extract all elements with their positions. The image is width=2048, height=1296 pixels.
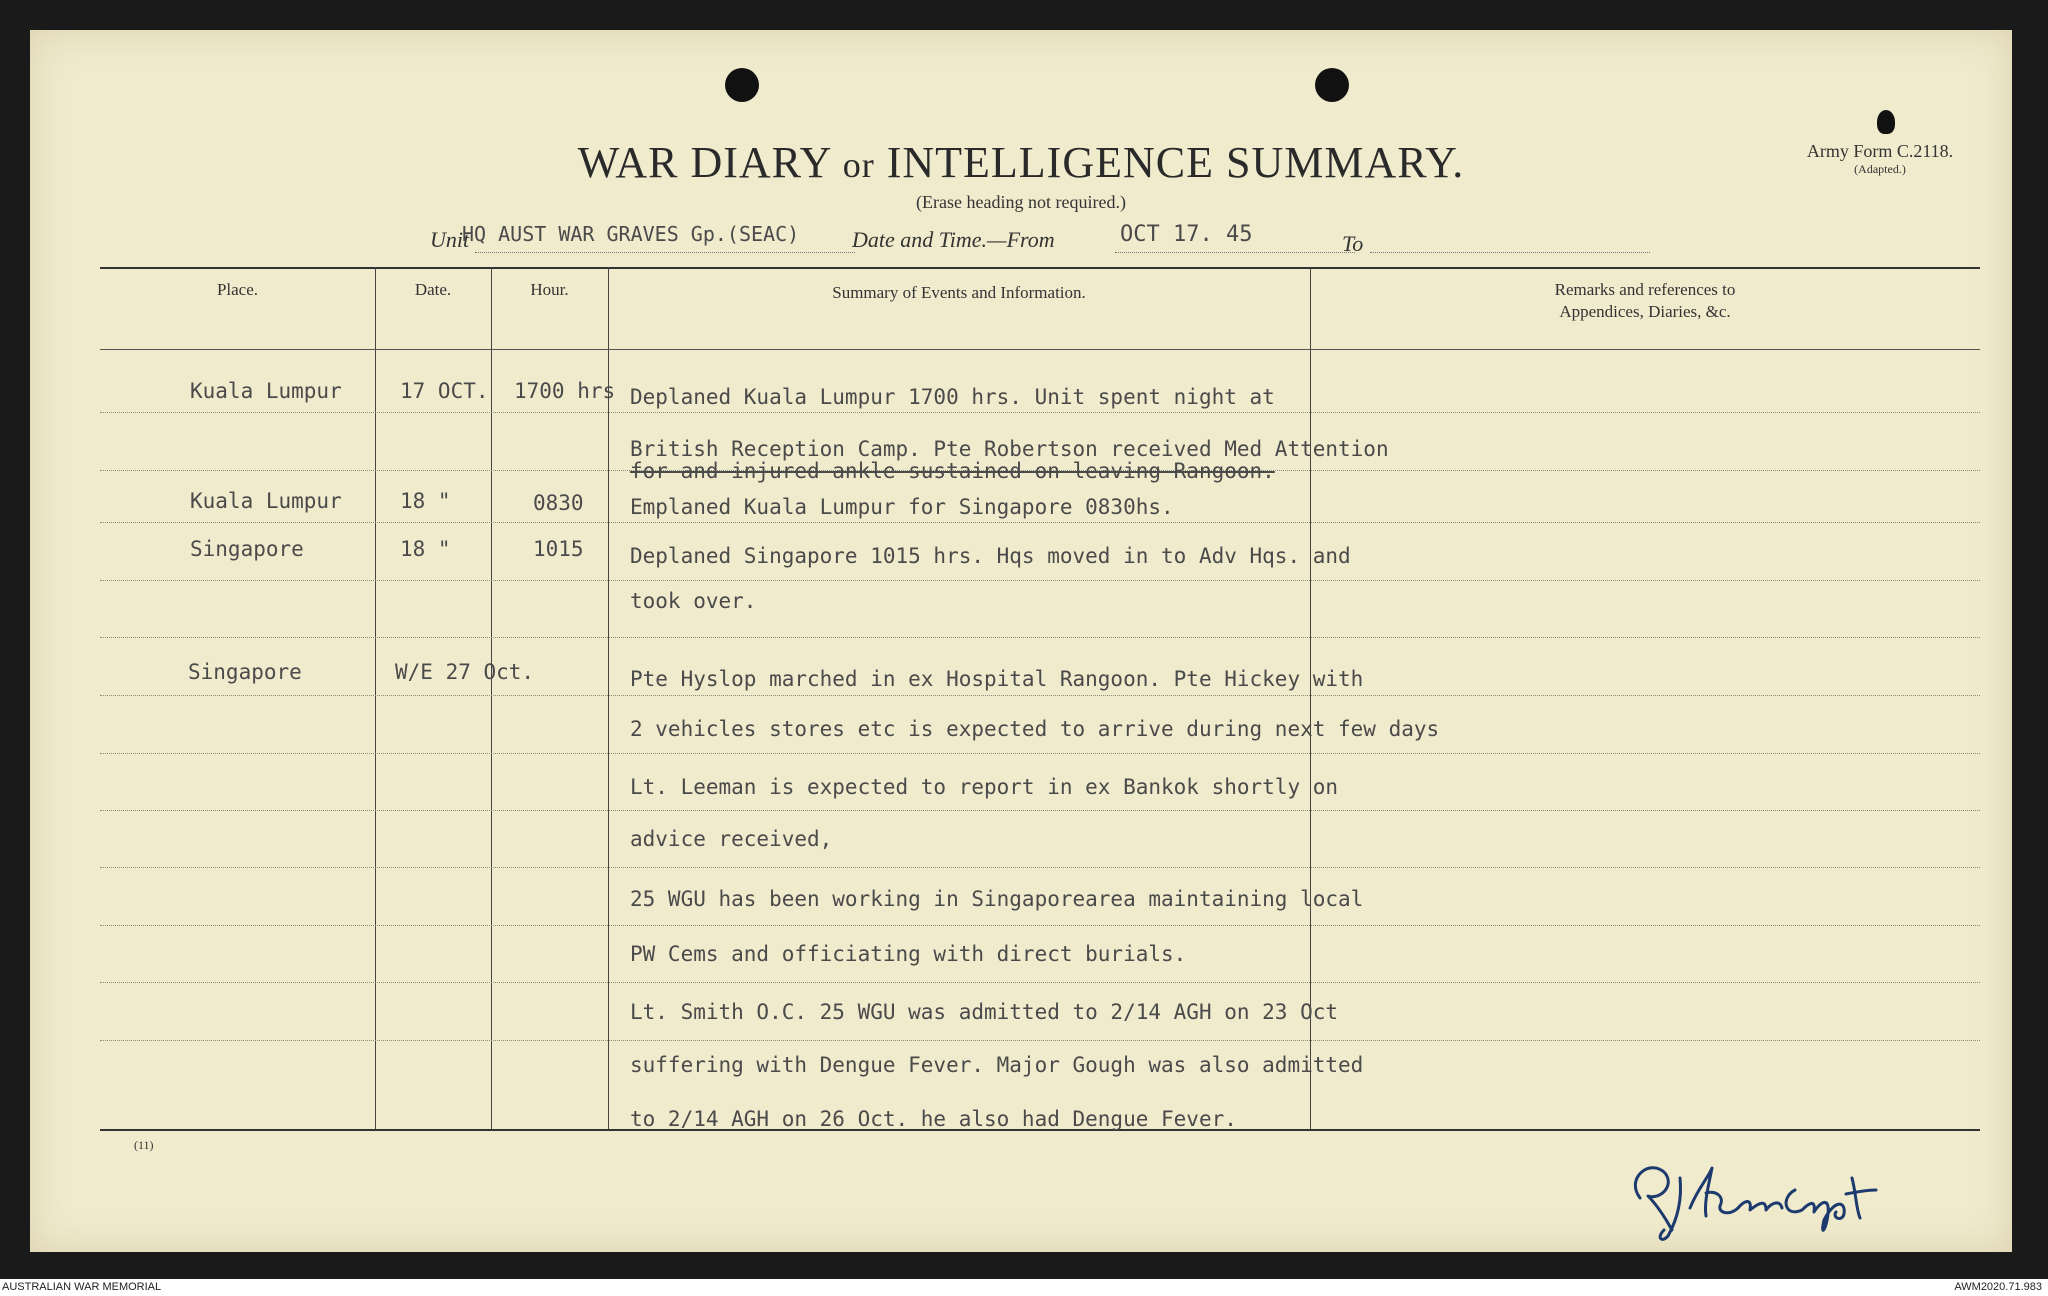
- cell-date: 18 ": [400, 537, 451, 561]
- title-intelligence-summary: INTELLIGENCE SUMMARY.: [886, 138, 1465, 187]
- cell-date: 17 OCT.: [400, 379, 489, 403]
- diary-page: [30, 30, 2012, 1252]
- header-summary: Summary of Events and Information.: [832, 283, 1086, 302]
- form-title: [30, 137, 2012, 188]
- header-remarks: [1310, 279, 1980, 323]
- cell-summary: Deplaned Kuala Lumpur 1700 hrs. Unit spent night at: [630, 385, 1275, 409]
- row-rule: [100, 637, 1980, 638]
- cell-hour: 0830: [533, 491, 584, 515]
- form-number: (11): [134, 1138, 154, 1152]
- cell-summary: PW Cems and officiating with direct burials.: [630, 942, 1187, 966]
- date-from-value: OCT 17. 45: [1120, 222, 1253, 247]
- cell-place: Singapore: [188, 660, 302, 684]
- header-remarks-line2: Appendices, Diaries, &c.: [1559, 302, 1731, 321]
- cell-summary: Lt. Leeman is expected to report in ex Bankok shortly on: [630, 775, 1339, 799]
- cell-place: Kuala Lumpur: [190, 379, 342, 403]
- form-subtitle: (Erase heading not required.): [916, 192, 1126, 212]
- army-form-number: Army Form C.2118.: [1806, 141, 1954, 161]
- header-place: Place.: [216, 280, 259, 299]
- header-date: Date.: [414, 280, 452, 299]
- footer-archive-name: AUSTRALIAN WAR MEMORIAL: [2, 1281, 162, 1293]
- cell-summary: for and injured ankle sustained on leaving Rangoon.: [630, 459, 1275, 483]
- archive-footer: [0, 1279, 2048, 1296]
- cell-date: 18 ": [400, 489, 451, 513]
- unit-value: HQ AUST WAR GRAVES Gp.(SEAC): [462, 222, 800, 246]
- cell-summary: Emplaned Kuala Lumpur for Singapore 0830hs.: [630, 495, 1174, 519]
- army-form-reference: [1770, 142, 1990, 178]
- row-rule: [100, 412, 1980, 413]
- row-rule: [100, 753, 1980, 754]
- cell-summary: British Reception Camp. Pte Robertson received Med Attention: [630, 437, 1389, 461]
- row-rule: [100, 982, 1980, 983]
- date-time-label: Date and Time.—From: [852, 227, 1055, 252]
- cell-summary: took over.: [630, 589, 757, 613]
- punch-hole-left: [725, 68, 759, 102]
- row-rule: [100, 1040, 1980, 1041]
- punch-hole-right: [1315, 68, 1349, 102]
- row-rule: [100, 695, 1980, 696]
- signature: [1620, 1138, 1920, 1252]
- table-top-rule: [100, 267, 1980, 269]
- divider-date-hour: [491, 267, 492, 1129]
- cell-summary: suffering with Dengue Fever. Major Gough was also admitted: [630, 1053, 1364, 1077]
- cell-summary: Deplaned Singapore 1015 hrs. Hqs moved in to Adv Hqs. and: [630, 544, 1351, 568]
- title-war-diary: WAR DIARY: [577, 138, 831, 187]
- header-remarks-line1: Remarks and references to: [1554, 280, 1736, 299]
- cell-summary: Pte Hyslop marched in ex Hospital Rangoon. Pte Hickey with: [630, 667, 1364, 691]
- header-rule: [100, 349, 1980, 350]
- row-rule: [100, 522, 1980, 523]
- cell-place: Singapore: [190, 537, 304, 561]
- cell-summary: to 2/14 AGH on 26 Oct. he also had Dengue Fever.: [630, 1107, 1237, 1131]
- to-underline: [1370, 252, 1650, 253]
- row-rule: [100, 810, 1980, 811]
- header-hour: Hour.: [530, 280, 569, 299]
- to-label: To: [1342, 231, 1364, 256]
- date-underline: [1115, 252, 1355, 253]
- cell-summary: Lt. Smith O.C. 25 WGU was admitted to 2/14 AGH on 23 Oct: [630, 1000, 1339, 1024]
- paper-tear-mark: [1877, 110, 1895, 134]
- cell-hour: 1700 hrs: [514, 379, 616, 403]
- unit-label: Unit: [430, 227, 470, 252]
- footer-catalogue-number: AWM2020.71.983: [1954, 1281, 2042, 1293]
- title-or: or: [842, 145, 875, 185]
- cell-place: Kuala Lumpur: [190, 489, 342, 513]
- unit-underline: [475, 252, 855, 253]
- row-rule: [100, 580, 1980, 581]
- cell-summary: advice received,: [630, 827, 833, 851]
- divider-place-date: [375, 267, 376, 1129]
- diary-table: [100, 267, 1980, 1131]
- cell-summary: 25 WGU has been working in Singaporearea maintaining local: [630, 887, 1364, 911]
- signature-handwriting: [1620, 1138, 1920, 1248]
- army-form-adapted: (Adapted.): [1854, 162, 1906, 176]
- cell-date: W/E 27 Oct.: [395, 660, 535, 684]
- cell-summary: 2 vehicles stores etc is expected to arrive during next few days: [630, 717, 1440, 741]
- row-rule: [100, 925, 1980, 926]
- row-rule: [100, 867, 1980, 868]
- cell-hour: 1015: [533, 537, 584, 561]
